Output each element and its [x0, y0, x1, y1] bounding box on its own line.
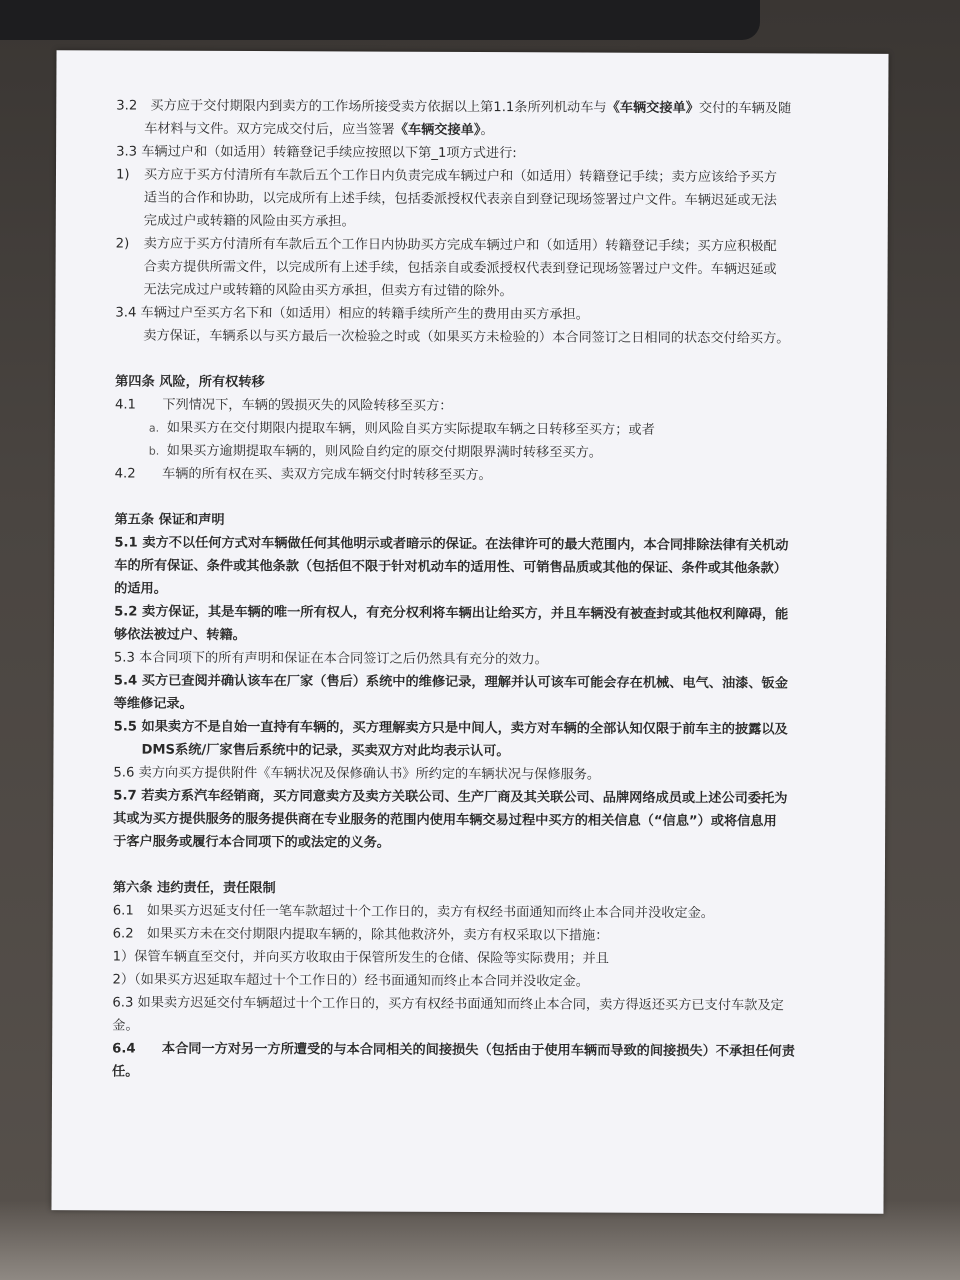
clause-6-3: 6.3 如果卖方迟延交付车辆超过十个工作日的，买方有权经书面通知而终止本合同，卖方得返还买方已支付车款及定 — [112, 995, 784, 1014]
clause-5-1-cont: 车的所有保证、条件或其他条款（包括但不限于针对机动车的适用性、可销售品质或其他的保证、条件或其他条款） — [114, 558, 787, 577]
article-6-title: 第六条 违约责任，责任限制 — [112, 880, 276, 897]
clause-5-7-cont2: 于客户服务或履行本合同项下的或法定的义务。 — [113, 834, 391, 851]
clause-6-2: 6.2 如果买方未在交付期限内提取车辆的，除其他救济外，卖方有权采取以下措施： — [112, 926, 609, 944]
clause-4-1-a: a. 如果买方在交付期限内提取车辆，则风险自买方实际提取车辆之日转移至买方；或者 — [148, 420, 655, 438]
article-5-title: 第五条 保证和声明 — [114, 512, 225, 528]
clause-3-4-cont: 卖方保证，车辆系以与买方最后一次检验之时或（如果买方未检验的）本合同签订之日相同的状态交付给买方。 — [143, 328, 790, 347]
clause-5-6: 5.6 卖方向买方提供附件《车辆状况及保修确认书》所约定的车辆状况与保修服务。 — [113, 765, 601, 783]
contract-content — [112, 94, 828, 1086]
clause-4-1: 4.1 下列情况下，车辆的毁损灭失的风险转移至买方： — [114, 397, 453, 414]
clause-4-1-b: b. 如果买方逾期提取车辆的，则风险自约定的原交付期限界满时转移至买方。 — [148, 443, 603, 461]
clause-6-1: 6.1 如果买方迟延支付任一笔车款超过十个工作日的，卖方有权经书面通知而终止本合同并没收定金。 — [112, 903, 715, 922]
clause-4-2: 4.2 车辆的所有权在买、卖双方完成车辆交付时转移至买方。 — [114, 466, 492, 484]
clause-5-4-cont: 等维修记录。 — [113, 696, 193, 712]
clause-3-2: 3.2 买方应于交付期限内到卖方的工作场所接受卖方依据以上第1.1条所列机动车与《车辆交接单》交付的车辆及随 — [116, 98, 792, 117]
device-edge — [0, 0, 760, 40]
clause-6-4: 6.4 本合同一方对另一方所遭受的与本合同相关的间接损失（包括由于使用车辆而导致的间接损失）不承担任何责 — [112, 1041, 795, 1060]
clause-3-2-cont: 车材料与文件。双方完成交付后，应当签署《车辆交接单》。 — [144, 121, 494, 139]
article-4-title: 第四条 风险，所有权转移 — [115, 374, 265, 391]
clause-6-2-item-2: 2）（如果买方迟延取车超过十个工作日的）经书面通知而终止本合同并没收定金。 — [112, 972, 590, 990]
clause-5-2: 5.2 卖方保证，其是车辆的唯一所有权人，有充分权利将车辆出让给买方，并且车辆没有被查封或其他权利障碍，能 — [114, 604, 789, 623]
clause-3-3-item-1: 1) 买方应于买方付清所有车款后五个工作日内负责完成车辆过户和（如适用）转籍登记手续；卖方应该给予买方 适当的合作和协助，以完成所有上述手续，包括委派授权代表亲自到登记现场签署过户文件。车辆迟延或无法 完成过户或转籍的风险由买方承担。 — [115, 167, 778, 230]
clause-6-3-cont: 金。 — [112, 1018, 139, 1034]
clause-5-3: 5.3 本合同项下的所有声明和保证在本合同签订之后仍然具有充分的效力。 — [113, 650, 548, 668]
clause-5-5-cont: DMS系统/厂家售后系统中的记录，买卖双方对此均表示认可。 — [141, 742, 510, 760]
clause-3-3: 3.3 车辆过户和（如适用）转籍登记手续应按照以下第_1项方式进行: — [116, 144, 517, 162]
clause-6-4-cont: 任。 — [112, 1064, 139, 1080]
clause-5-2-cont: 够依法被过户、转籍。 — [113, 627, 246, 644]
contract-page — [51, 50, 888, 1214]
clause-5-4: 5.4 买方已查阅并确认该车在厂家（售后）系统中的维修记录，理解并认可该车可能会存在机械、电气、油漆、钣金 — [113, 673, 788, 692]
clause-5-7: 5.7 若卖方系汽车经销商，买方同意卖方及卖方关联公司、生产厂商及其关联公司、品牌网络成员或上述公司委托为 — [113, 788, 788, 807]
clause-3-3-item-2: 2) 卖方应于买方付清所有车款后五个工作日内协助买方完成车辆过户和（如适用）转籍登记手续；买方应积极配 合卖方提供所需文件，以完成所有上述手续，包括亲自或委派授权代表到登记现场签署过户文件。车辆迟延或 无法完成过户或转籍的风险由买方承担，但卖方有过错的除外。 — [115, 236, 777, 300]
clause-3-4: 3.4 车辆过户至买方名下和（如适用）相应的转籍手续所产生的费用由买方承担。 — [115, 305, 589, 323]
clause-5-1: 5.1 卖方不以任何方式对车辆做任何其他明示或者暗示的保证。在法律许可的最大范围内，本合同排除法律有关机动 — [114, 535, 789, 554]
clause-5-5: 5.5 如果卖方不是自始一直持有车辆的，买方理解卖方只是中间人，卖方对车辆的全部认知仅限于前车主的披露以及 — [113, 719, 788, 738]
clause-6-2-item-1: 1）保管车辆直至交付，并向买方收取由于保管所发生的仓储、保险等实际费用；并且 — [112, 949, 609, 967]
clause-5-1-cont2: 的适用。 — [114, 581, 167, 597]
clause-5-7-cont: 其或为买方提供服务的服务提供商在专业服务的范围内使用车辆交易过程中买方的相关信息（“信息”）或将信息用 — [113, 811, 777, 830]
